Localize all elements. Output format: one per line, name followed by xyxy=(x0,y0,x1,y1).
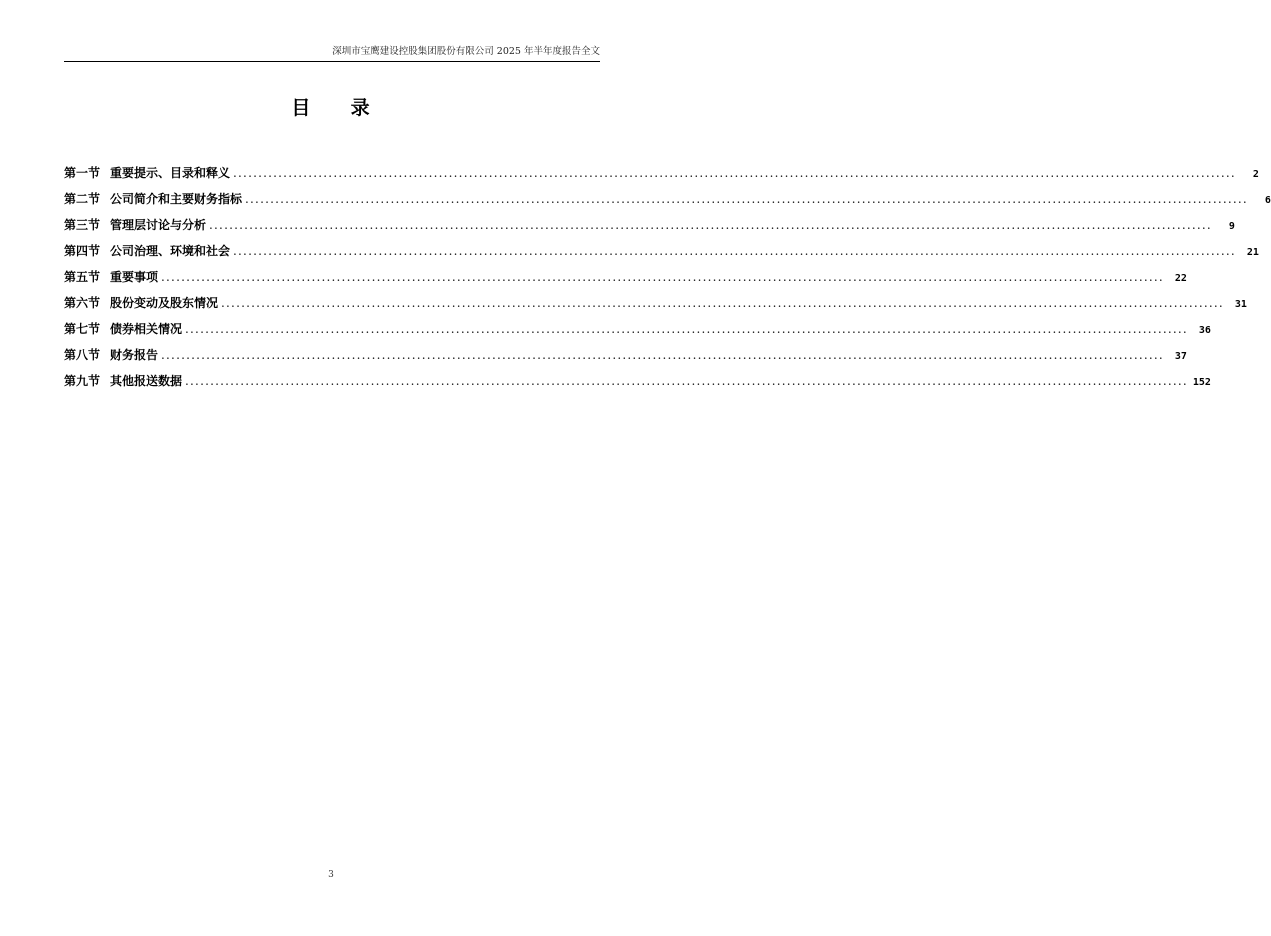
toc-leader-dots: ........................................................................................................................................................................................................ xyxy=(221,296,1224,310)
toc-entry[interactable] xyxy=(64,346,1187,372)
toc-leader-dots: ........................................................................................................................................................................................................ xyxy=(245,192,1248,206)
toc-section-title: 公司治理、环境和社会 xyxy=(110,244,231,258)
toc-leader-dots: ........................................................................................................................................................................................................ xyxy=(233,244,1236,258)
toc-entry[interactable] xyxy=(64,216,1235,242)
toc-page-number: 21 xyxy=(1246,247,1259,258)
toc-page-number: 36 xyxy=(1198,325,1211,336)
toc-page-number: 2 xyxy=(1252,169,1259,180)
header-text: 深圳市宝鹰建设控股集团股份有限公司 2025 年半年度报告全文 xyxy=(332,46,600,57)
toc-section-number: 第八节 xyxy=(64,348,101,362)
toc-entry[interactable] xyxy=(64,164,1259,190)
toc-section-number: 第六节 xyxy=(64,296,101,310)
page-number-footer: 3 xyxy=(328,870,334,880)
page-header xyxy=(64,45,600,62)
toc-section-title: 股份变动及股东情况 xyxy=(110,296,219,310)
toc-page-number: 37 xyxy=(1174,351,1187,362)
toc-section-number: 第五节 xyxy=(64,270,101,284)
toc-page-number: 31 xyxy=(1234,299,1247,310)
toc-section-title: 管理层讨论与分析 xyxy=(110,218,207,232)
toc-entry[interactable] xyxy=(64,320,1211,346)
toc-section-title: 重要事项 xyxy=(110,270,159,284)
toc-section-number: 第四节 xyxy=(64,244,101,258)
page-title: 目 录 xyxy=(291,97,371,119)
toc-leader-dots: ........................................................................................................................................................................................................ xyxy=(161,348,1164,362)
toc-leader-dots: ........................................................................................................................................................................................................ xyxy=(185,374,1188,388)
toc-entry[interactable] xyxy=(64,268,1187,294)
toc-section-title: 公司简介和主要财务指标 xyxy=(110,192,243,206)
toc-page-number: 152 xyxy=(1192,377,1211,388)
toc-section-title: 其他报送数据 xyxy=(110,374,183,388)
toc-leader-dots: ........................................................................................................................................................................................................ xyxy=(233,166,1236,180)
toc-section-title: 财务报告 xyxy=(110,348,159,362)
toc-section-number: 第七节 xyxy=(64,322,101,336)
toc-section-number: 第一节 xyxy=(64,166,101,180)
toc-section-title: 债券相关情况 xyxy=(110,322,183,336)
toc-section-title: 重要提示、目录和释义 xyxy=(110,166,231,180)
toc-page-number: 9 xyxy=(1228,221,1235,232)
table-of-contents xyxy=(64,164,1271,398)
toc-leader-dots: ........................................................................................................................................................................................................ xyxy=(161,270,1164,284)
toc-page-number: 6 xyxy=(1264,195,1271,206)
toc-entry[interactable] xyxy=(64,190,1271,216)
toc-entry[interactable] xyxy=(64,242,1259,268)
toc-leader-dots: ........................................................................................................................................................................................................ xyxy=(185,322,1188,336)
toc-page-number: 22 xyxy=(1174,273,1187,284)
toc-entry[interactable] xyxy=(64,294,1247,320)
toc-leader-dots: ........................................................................................................................................................................................................ xyxy=(209,218,1212,232)
toc-entry[interactable] xyxy=(64,372,1211,398)
toc-section-number: 第九节 xyxy=(64,374,101,388)
toc-section-number: 第三节 xyxy=(64,218,101,232)
toc-section-number: 第二节 xyxy=(64,192,101,206)
